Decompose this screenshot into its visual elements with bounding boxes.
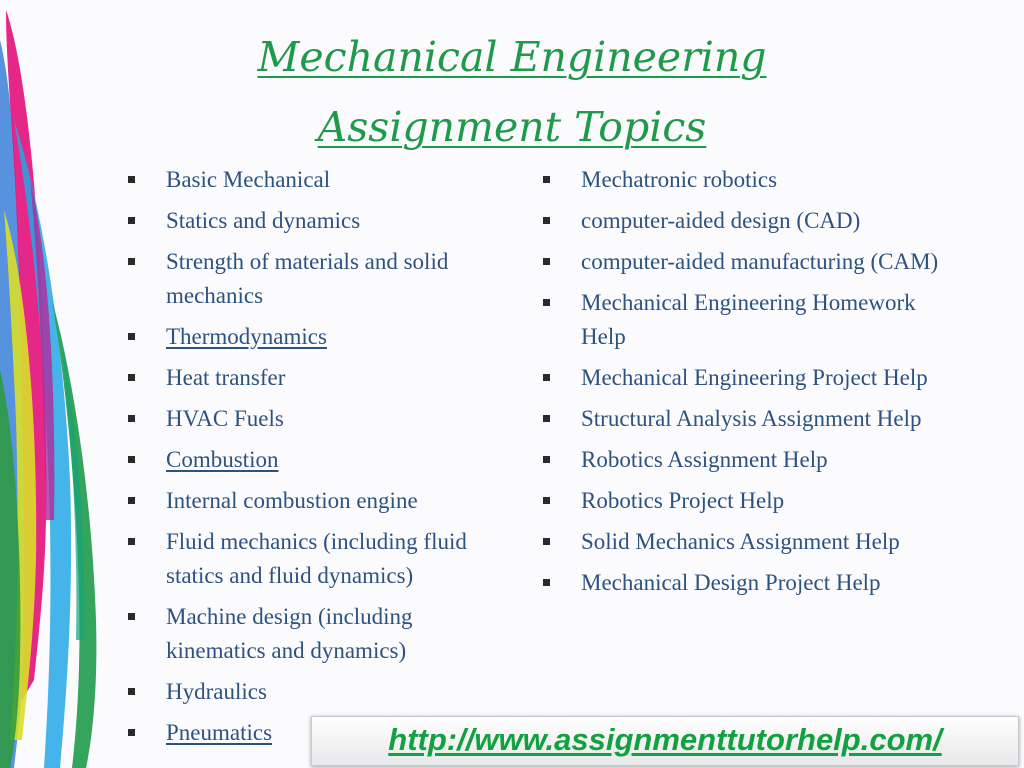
list-item	[128, 525, 508, 593]
square-bullet-icon	[128, 176, 135, 183]
topic-label: Hydraulics	[166, 679, 267, 704]
topic-link-pneumatics[interactable]: Pneumatics	[166, 720, 273, 745]
list-item	[543, 286, 963, 354]
square-bullet-icon	[128, 217, 135, 224]
list-item	[128, 361, 508, 395]
topic-label: HVAC Fuels	[166, 406, 284, 431]
list-item	[128, 320, 508, 354]
square-bullet-icon	[543, 176, 550, 183]
topic-label: Solid Mechanics Assignment Help	[581, 529, 900, 554]
topic-link-thermodynamics[interactable]: Thermodynamics	[166, 324, 327, 349]
square-bullet-icon	[543, 258, 550, 265]
topic-label: Mechanical Engineering Project Help	[581, 365, 928, 390]
topic-label: computer-aided design (CAD)	[581, 208, 861, 233]
topic-label: Fluid mechanics (including fluid statics and fluid dynamics)	[166, 529, 467, 588]
list-item	[128, 600, 508, 668]
square-bullet-icon	[543, 374, 550, 381]
square-bullet-icon	[128, 497, 135, 504]
square-bullet-icon	[543, 579, 550, 586]
square-bullet-icon	[128, 613, 135, 620]
square-bullet-icon	[128, 456, 135, 463]
square-bullet-icon	[128, 415, 135, 422]
square-bullet-icon	[128, 258, 135, 265]
list-item	[543, 361, 963, 395]
topic-label: Mechanical Design Project Help	[581, 570, 881, 595]
square-bullet-icon	[543, 538, 550, 545]
list-item	[128, 484, 508, 518]
website-url-banner	[311, 716, 1019, 766]
slide-title	[110, 22, 914, 162]
square-bullet-icon	[543, 415, 550, 422]
list-item	[128, 245, 508, 313]
topic-label: Robotics Project Help	[581, 488, 785, 513]
topic-link-combustion[interactable]: Combustion	[166, 447, 279, 472]
list-item	[128, 443, 508, 477]
topic-label: Mechanical Engineering Homework Help	[581, 290, 916, 349]
topic-label: Machine design (including kinematics and dynamics)	[166, 604, 413, 663]
square-bullet-icon	[128, 333, 135, 340]
list-item	[543, 443, 963, 477]
topic-label: computer-aided manufacturing (CAM)	[581, 249, 939, 274]
square-bullet-icon	[543, 456, 550, 463]
list-item	[543, 525, 963, 559]
topic-label: Robotics Assignment Help	[581, 447, 828, 472]
website-url-link[interactable]: http://www.assignmenttutorhelp.com/	[388, 722, 942, 757]
list-item	[128, 204, 508, 238]
list-item	[128, 402, 508, 436]
list-item	[543, 566, 963, 600]
list-item	[128, 163, 508, 197]
square-bullet-icon	[543, 497, 550, 504]
list-item	[543, 484, 963, 518]
square-bullet-icon	[128, 374, 135, 381]
square-bullet-icon	[543, 299, 550, 306]
topic-label: Mechatronic robotics	[581, 167, 778, 192]
square-bullet-icon	[128, 688, 135, 695]
topic-label: Basic Mechanical	[166, 167, 331, 192]
topic-label: Strength of materials and solid mechanics	[166, 249, 449, 308]
topic-label: Statics and dynamics	[166, 208, 361, 233]
list-item	[543, 245, 963, 279]
topic-label: Internal combustion engine	[166, 488, 418, 513]
list-item	[543, 204, 963, 238]
topic-label: Structural Analysis Assignment Help	[581, 406, 922, 431]
title-line-2: Assignment Topics	[317, 103, 707, 151]
right-topic-list	[543, 163, 963, 607]
left-topic-list	[128, 163, 508, 757]
square-bullet-icon	[543, 217, 550, 224]
list-item	[128, 675, 508, 709]
decorative-ribbons	[0, 0, 110, 768]
square-bullet-icon	[128, 538, 135, 545]
title-line-1: Mechanical Engineering	[257, 33, 767, 81]
list-item	[543, 402, 963, 436]
topic-label: Heat transfer	[166, 365, 286, 390]
list-item	[543, 163, 963, 197]
square-bullet-icon	[128, 729, 135, 736]
